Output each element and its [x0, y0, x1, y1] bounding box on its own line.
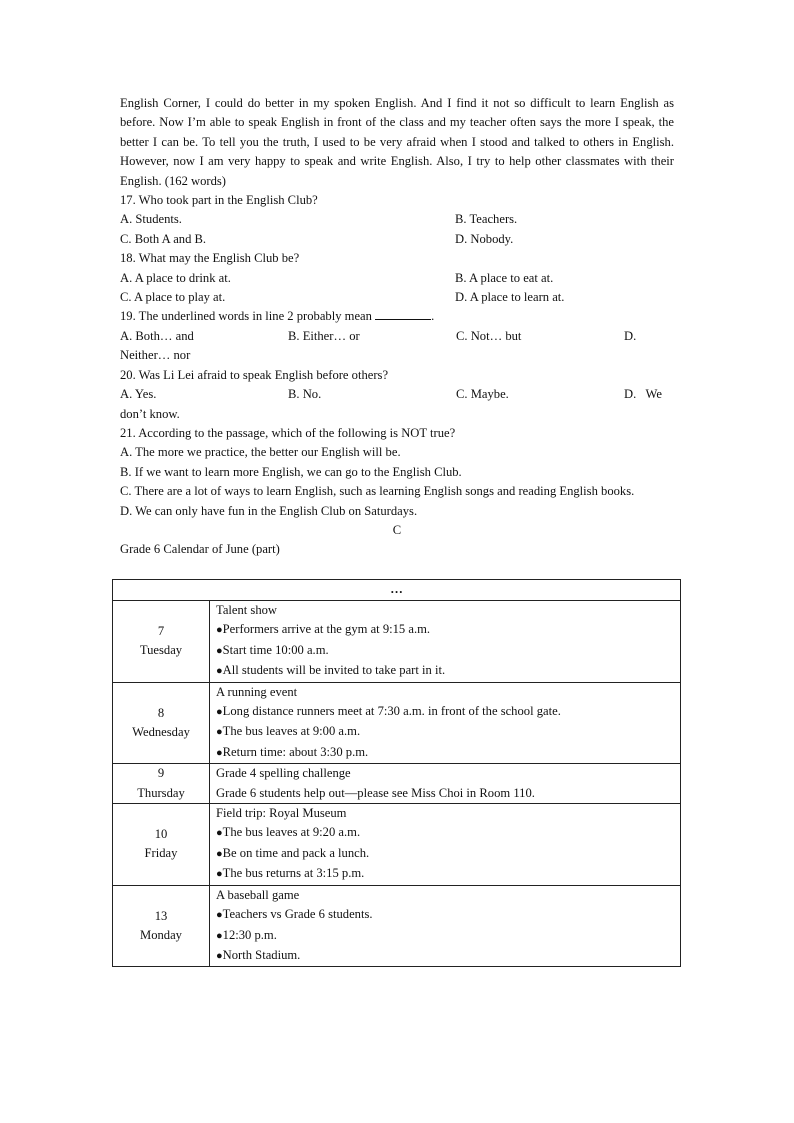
option-d-wrap: don’t know. — [120, 406, 180, 421]
calendar-row — [113, 764, 681, 804]
option-d-wrap: Neither… nor — [120, 348, 191, 363]
question-21 — [120, 424, 674, 521]
event-cell — [210, 885, 681, 967]
date-cell — [113, 601, 210, 683]
question-stem: 21. According to the passage, which of the following is NOT true? — [120, 425, 456, 440]
detail-text: Be on time and pack a lunch. — [222, 845, 370, 860]
question-stem: 20. Was Li Lei afraid to speak English before others? — [120, 367, 389, 382]
detail-text: Start time 10:00 a.m. — [222, 642, 329, 657]
calendar-table — [112, 579, 681, 967]
question-17 — [120, 191, 674, 249]
detail-text: Performers arrive at the gym at 9:15 a.m. — [222, 622, 431, 637]
event-cell — [210, 804, 681, 886]
event-detail — [216, 620, 680, 640]
date-cell — [113, 804, 210, 886]
option-c: C. There are a lot of ways to learn English, such as learning English songs and reading English books. — [120, 484, 635, 499]
calendar-row — [113, 804, 681, 886]
stem-text: 19. The underlined words in line 2 probably mean — [120, 309, 372, 324]
option-c: C. Maybe. — [456, 387, 509, 402]
question-19 — [120, 307, 674, 365]
event-detail: Grade 6 students help out—please see Miss Choi in Room 110. — [216, 785, 535, 800]
ellipsis: … — [113, 580, 681, 601]
detail-text: Return time: about 3:30 p.m. — [222, 744, 369, 759]
event-cell — [210, 764, 681, 804]
question-stem: 18. What may the English Club be? — [120, 251, 300, 266]
weekday: Monday — [140, 928, 182, 942]
detail-text: The bus leaves at 9:20 a.m. — [222, 825, 361, 840]
option-d: D. — [624, 328, 637, 343]
event-title: A running event — [216, 684, 298, 699]
detail-text: The bus leaves at 9:00 a.m. — [222, 724, 361, 739]
detail-text: Long distance runners meet at 7:30 a.m. in front of the school gate. — [222, 704, 561, 719]
date-cell — [113, 682, 210, 764]
event-detail — [216, 661, 680, 681]
option-c: C. A place to play at. — [120, 290, 226, 305]
date-cell — [113, 764, 210, 804]
event-title: Field trip: Royal Museum — [216, 806, 347, 821]
option-a: A. Yes. — [120, 387, 157, 402]
option-c: C. Both A and B. — [120, 231, 207, 246]
date-cell — [113, 885, 210, 967]
event-detail — [216, 926, 680, 946]
calendar-row — [113, 682, 681, 764]
detail-text: Teachers vs Grade 6 students. — [222, 907, 373, 922]
calendar-row — [113, 601, 681, 683]
event-cell — [210, 601, 681, 683]
option-d: D. A place to learn at. — [455, 290, 565, 305]
option-c: C. Not… but — [456, 328, 522, 343]
option-b: B. Teachers. — [455, 212, 518, 227]
option-d: D. We can only have fun in the English Club on Saturdays. — [120, 503, 418, 518]
detail-text: The bus returns at 3:15 p.m. — [222, 866, 365, 881]
calendar-row — [113, 885, 681, 967]
stem-punct: . — [431, 309, 435, 324]
event-detail — [216, 844, 680, 864]
option-d: D. We — [624, 387, 662, 402]
section-letter: C — [392, 522, 402, 537]
event-detail — [216, 823, 680, 843]
weekday: Friday — [144, 846, 178, 861]
event-detail — [216, 743, 680, 763]
calendar-title: Grade 6 Calendar of June (part) — [120, 542, 280, 557]
date: 9 — [157, 766, 165, 781]
answer-blank — [375, 307, 431, 320]
event-cell — [210, 682, 681, 764]
passage-text: English Corner, I could do better in my spoken English. And I find it not so difficult to learn English as before. Now I’m able to speak English in front of the class and my teacher often says the more I speak, the better I can be. To tell you the truth, I used to be very afraid when I stood and talked to others in English. However, now I am very happy to speak and write English. Also, I try to help other classmates with their English. (162 words) — [120, 96, 674, 188]
event-detail — [216, 722, 680, 742]
event-title: Grade 4 spelling challenge — [216, 766, 351, 781]
option-d: D. Nobody. — [455, 231, 514, 246]
event-title: A baseball game — [216, 887, 300, 902]
event-title: Talent show — [216, 603, 278, 617]
event-detail — [216, 864, 680, 884]
option-b: B. If we want to learn more English, we can go to the English Club. — [120, 464, 462, 479]
event-detail — [216, 905, 680, 925]
option-a: A. The more we practice, the better our English will be. — [120, 445, 401, 460]
question-18 — [120, 249, 674, 307]
date: 10 — [154, 826, 168, 841]
weekday: Thursday — [137, 785, 185, 800]
detail-text: All students will be invited to take part in it. — [222, 663, 446, 678]
question-20 — [120, 366, 674, 424]
date: 8 — [157, 705, 165, 720]
calendar-ellipsis-row — [113, 580, 681, 601]
option-a: A. Students. — [120, 212, 182, 227]
date: 7 — [157, 623, 165, 638]
question-stem: 17. Who took part in the English Club? — [120, 193, 318, 208]
question-stem — [120, 307, 674, 326]
weekday: Wednesday — [132, 724, 190, 739]
event-detail — [216, 702, 680, 722]
detail-text: North Stadium. — [222, 947, 301, 962]
option-b: B. A place to eat at. — [455, 270, 554, 285]
detail-text: 12:30 p.m. — [222, 927, 277, 942]
exam-page — [120, 94, 674, 560]
event-detail — [216, 946, 680, 966]
weekday: Tuesday — [139, 643, 183, 658]
event-detail — [216, 641, 680, 661]
option-a: A. A place to drink at. — [120, 270, 231, 285]
option-b: B. No. — [288, 387, 322, 402]
option-b: B. Either… or — [288, 328, 360, 343]
option-a: A. Both… and — [120, 328, 194, 343]
date: 13 — [154, 908, 168, 923]
